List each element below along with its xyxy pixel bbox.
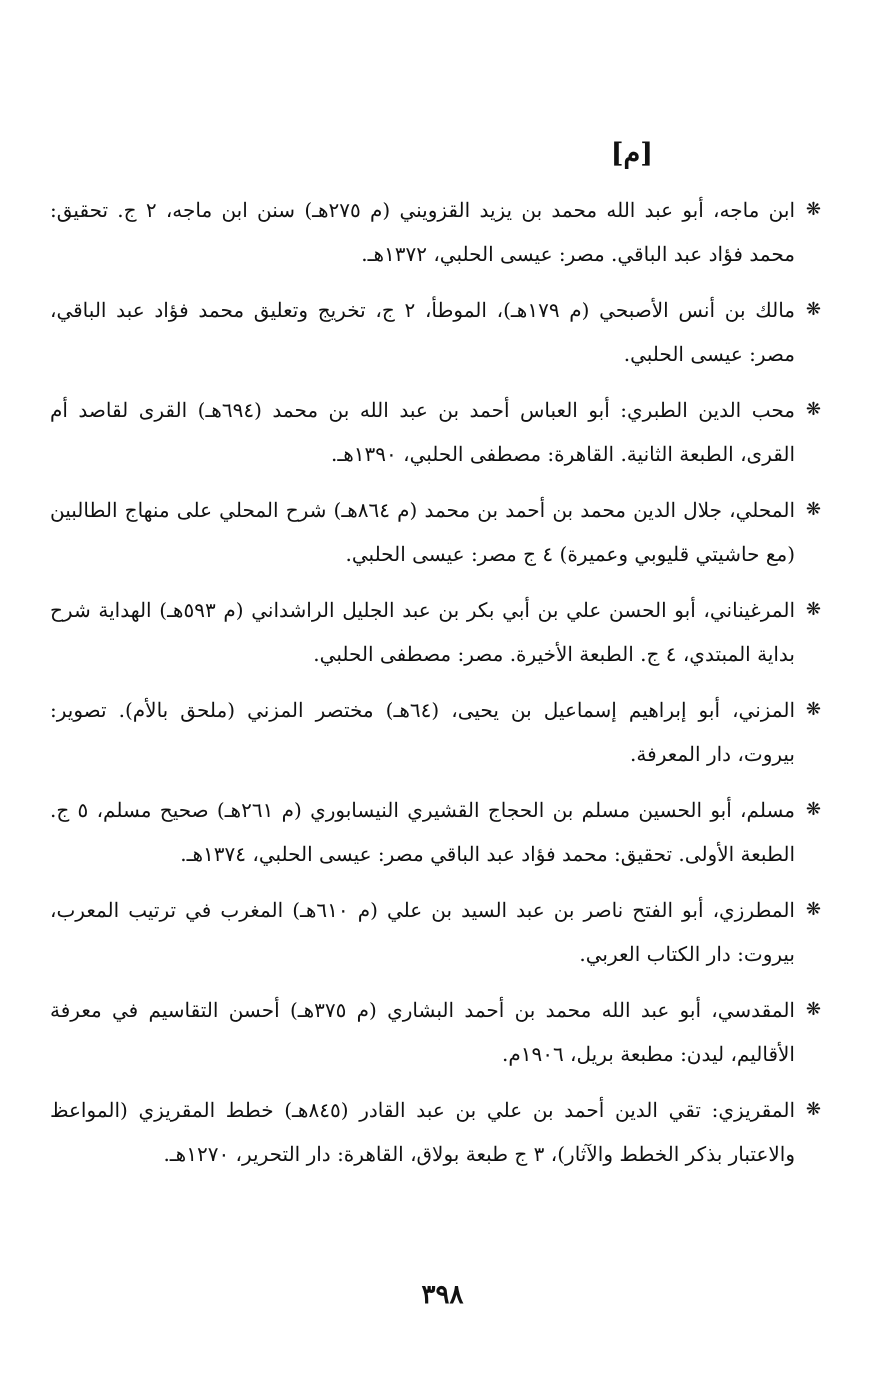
bibliography-entry (50, 488, 821, 576)
bibliography-entry (50, 388, 821, 476)
entry-text: مالك بن أنس الأصبحي (م ١٧٩هـ)، الموطأ، ٢ ج، تخريج وتعليق محمد فؤاد عبد الباقي، مصر: عيسى الحلبي. (50, 298, 796, 366)
bullet-icon: ❋ (805, 999, 821, 1020)
bibliography-list (50, 188, 821, 1188)
entry-text: محب الدين الطبري: أبو العباس أحمد بن عبد الله بن محمد (٦٩٤هـ) القرى لقاصد أم القرى، الطبعة الثانية. القاهرة: مصطفى الحلبي، ١٣٩٠هـ. (50, 398, 795, 466)
entry-text: المحلي، جلال الدين محمد بن أحمد بن محمد (م ٨٦٤هـ) شرح المحلي على منهاج الطالبين (مع حاشيتي قليوبي وعميرة) ٤ ج مصر: عيسى الحلبي. (50, 498, 795, 566)
bibliography-entry (50, 688, 821, 776)
bullet-icon: ❋ (805, 499, 821, 520)
bullet-icon: ❋ (805, 899, 821, 920)
bibliography-entry (50, 288, 821, 376)
entry-text: المرغيناني، أبو الحسن علي بن أبي بكر بن عبد الجليل الراشداني (م ٥٩٣هـ) الهداية شرح بداية المبتدي، ٤ ج. الطبعة الأخيرة. مصر: مصطفى الحلبي. (50, 598, 795, 666)
entry-text: المطرزي، أبو الفتح ناصر بن عبد السيد بن علي (م ٦١٠هـ) المغرب في ترتيب المعرب، بيروت: دار الكتاب العربي. (50, 898, 795, 966)
entry-text: ابن ماجه، أبو عبد الله محمد بن يزيد القزويني (م ٢٧٥هـ) سنن ابن ماجه، ٢ ج. تحقيق: محمد فؤاد عبد الباقي. مصر: عيسى الحلبي، ١٣٧٢هـ. (50, 198, 795, 266)
entry-text: المقدسي، أبو عبد الله محمد بن أحمد البشاري (م ٣٧٥هـ) أحسن التقاسيم في معرفة الأقاليم، ليدن: مطبعة بريل، ١٩٠٦م. (50, 998, 795, 1066)
section-heading: [م] (610, 138, 653, 169)
bibliography-entry (50, 188, 821, 276)
bullet-icon: ❋ (805, 399, 821, 420)
bibliography-entry (50, 988, 821, 1076)
bibliography-entry (50, 588, 821, 676)
bullet-icon: ❋ (805, 699, 821, 720)
bullet-icon: ❋ (805, 1099, 821, 1120)
entry-text: مسلم، أبو الحسين مسلم بن الحجاج القشيري النيسابوري (م ٢٦١هـ) صحيح مسلم، ٥ ج. الطبعة الأولى. تحقيق: محمد فؤاد عبد الباقي مصر: عيسى الحلبي، ١٣٧٤هـ. (50, 798, 796, 866)
page-number: ٣٩٨ (421, 1280, 464, 1310)
entry-text: المزني، أبو إبراهيم إسماعيل بن يحيى، (٦٤هـ) مختصر المزني (ملحق بالأم). تصوير: بيروت، دار المعرفة. (50, 698, 796, 766)
bullet-icon: ❋ (805, 299, 821, 320)
bibliography-entry (50, 888, 821, 976)
bullet-icon: ❋ (805, 199, 821, 220)
bibliography-entry (50, 1088, 821, 1176)
bullet-icon: ❋ (805, 799, 821, 820)
bullet-icon: ❋ (805, 599, 821, 620)
entry-text: المقريزي: تقي الدين أحمد بن علي بن عبد القادر (٨٤٥هـ) خطط المقريزي (المواعظ والاعتبار بذكر الخطط والآثار)، ٣ ج طبعة بولاق، القاهرة: دار التحرير، ١٢٧٠هـ. (50, 1098, 795, 1166)
bibliography-entry (50, 788, 821, 876)
